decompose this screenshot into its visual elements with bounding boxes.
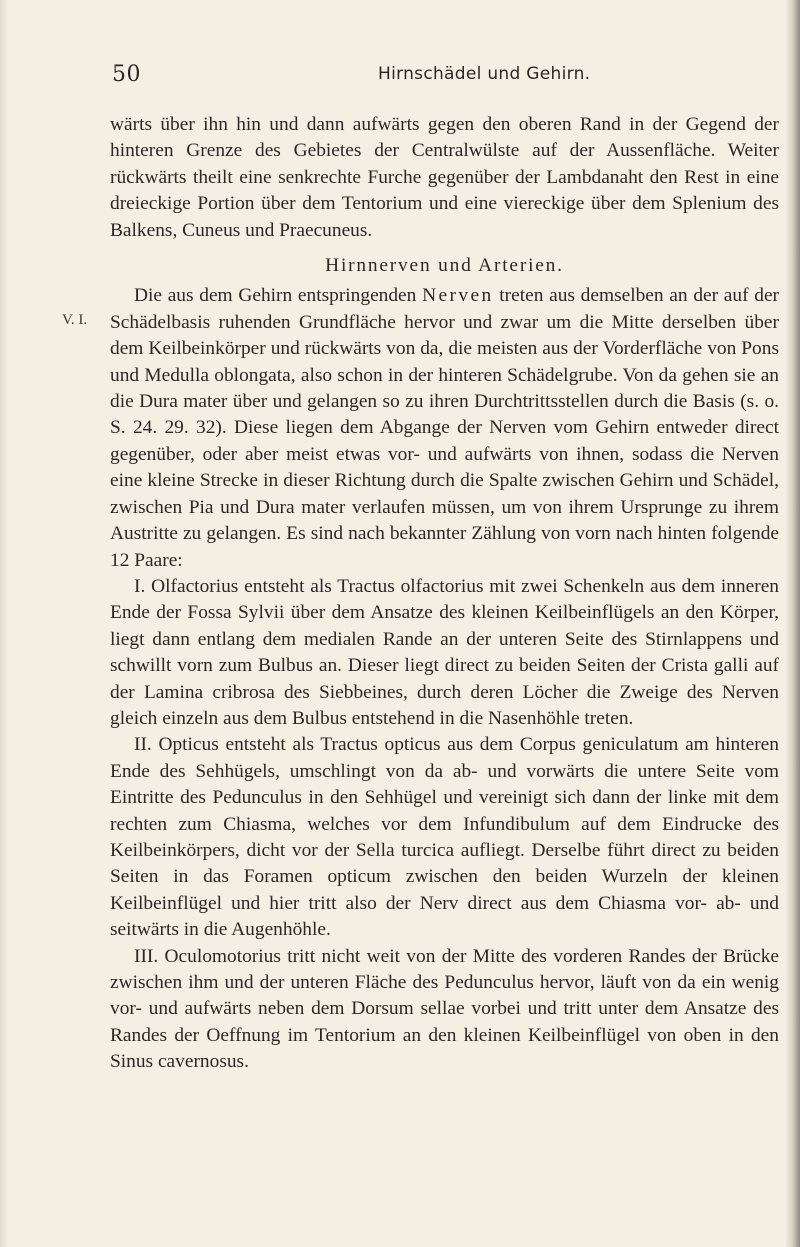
nerve-III-paragraph: III. Oculomotorius tritt nicht weit von der Mitte des vorderen Randes der Brücke zwischen ihm und der unteren Fläche des Pedunculus hervor, läuft von da ein wenig vor- und aufwärts neben dem Dorsum sellae vorbei und tritt unter dem Ansatze des Randes der Oeffnung im Tentorium an den kleinen Keilbeinflügel von oben in den Sinus cavernosus. (110, 945, 779, 1073)
text-column (110, 112, 779, 1076)
page-header (0, 62, 800, 98)
nerve-I-paragraph: I. Olfactorius entsteht als Tractus olfactorius mit zwei Schenkeln aus dem inneren Ende der Fossa Sylvii über dem Ansatze des kleinen Keilbeinflügels an den Körper, liegt dann entlang dem medialen Rande an der unteren Seite des Stirnlappens und schwillt vorn zum Bulbus an. Dieser liegt direct zu beiden Seiten der Crista galli auf der Lamina cribrosa des Siebbeines, durch deren Löcher die Zweige des Nerven gleich einzeln aus dem Bulbus entstehend in die Nasenhöhle treten. (110, 575, 779, 729)
margin-note: V. I. (62, 312, 88, 328)
page-right-edge (786, 0, 800, 1247)
page-number: 50 (112, 62, 141, 87)
nerve-II-paragraph: II. Opticus entsteht als Tractus opticus aus dem Corpus geniculatum am hinteren Ende des Sehhügels, umschlingt von da ab- und vorwärts die untere Seite vom Eintritte des Pedunculus in den Sehhügel und vereinigt sich dann der linke mit dem rechten zum Chiasma, welches vor dem Infundibulum auf dem Eindrucke des Keilbeinkörpers, dicht vor der Sella turcica aufliegt. Derselbe führt direct zu beiden Seiten in das Foramen opticum zwischen den beiden Wurzeln der kleinen Keilbeinflügel und hier tritt also der Nerv direct aus dem Chiasma vor- ab- und seitwärts in die Augenhöhle. (110, 734, 779, 941)
page-left-edge (0, 0, 8, 1247)
nerves-emphasis: Nerven (422, 285, 494, 307)
section-heading: Hirnnerven und Arterien. (325, 255, 564, 277)
nerves-text-rest: treten aus demselben an der auf der Schädelbasis ruhenden Grundfläche hervor und zwar um die Mitte derselben über dem Keilbeinkörper und rückwärts von da, die meisten aus der Vorderfläche von Pons und Medulla oblongata, also schon in der hinteren Schädelgrube. Von da gehen sie an die Dura mater über und gelangen so zu ihren Durchtrittsstellen durch die Basis (s. o. S. 24. 29. 32). Diese liegen dem Abgange der Nerven vom Gehirn entweder direct gegenüber, oder aber meist etwas vor- und aufwärts von ihnen, sodass die Nerven eine kleine Strecke in dieser Richtung durch die Spalte zwischen Gehirn und Schädel, zwischen Pia und Dura mater verlaufen müssen, um von ihrem Ursprunge zu ihrem Austritte zu gelangen. Es sind nach bekannter Zählung von vorn nach hinten folgende 12 Paare: (110, 285, 780, 571)
nerves-text-start: Die aus dem Gehirn entspringenden (134, 285, 417, 307)
intro-paragraph: wärts über ihn hin und dann aufwärts gegen den oberen Rand in der Gegend der hinteren Grenze des Gebietes der Centralwülste auf der Aussenfläche. Weiter rückwärts theilt eine senkrechte Furche gegenüber der Lambdanaht den Rest in eine dreieckige Portion über dem Tentorium und eine viereckige über dem Splenium des Balkens, Cuneus und Praecuneus. (110, 114, 779, 241)
running-head: Hirnschädel und Gehirn. (378, 64, 591, 84)
nerves-paragraph (110, 283, 779, 573)
